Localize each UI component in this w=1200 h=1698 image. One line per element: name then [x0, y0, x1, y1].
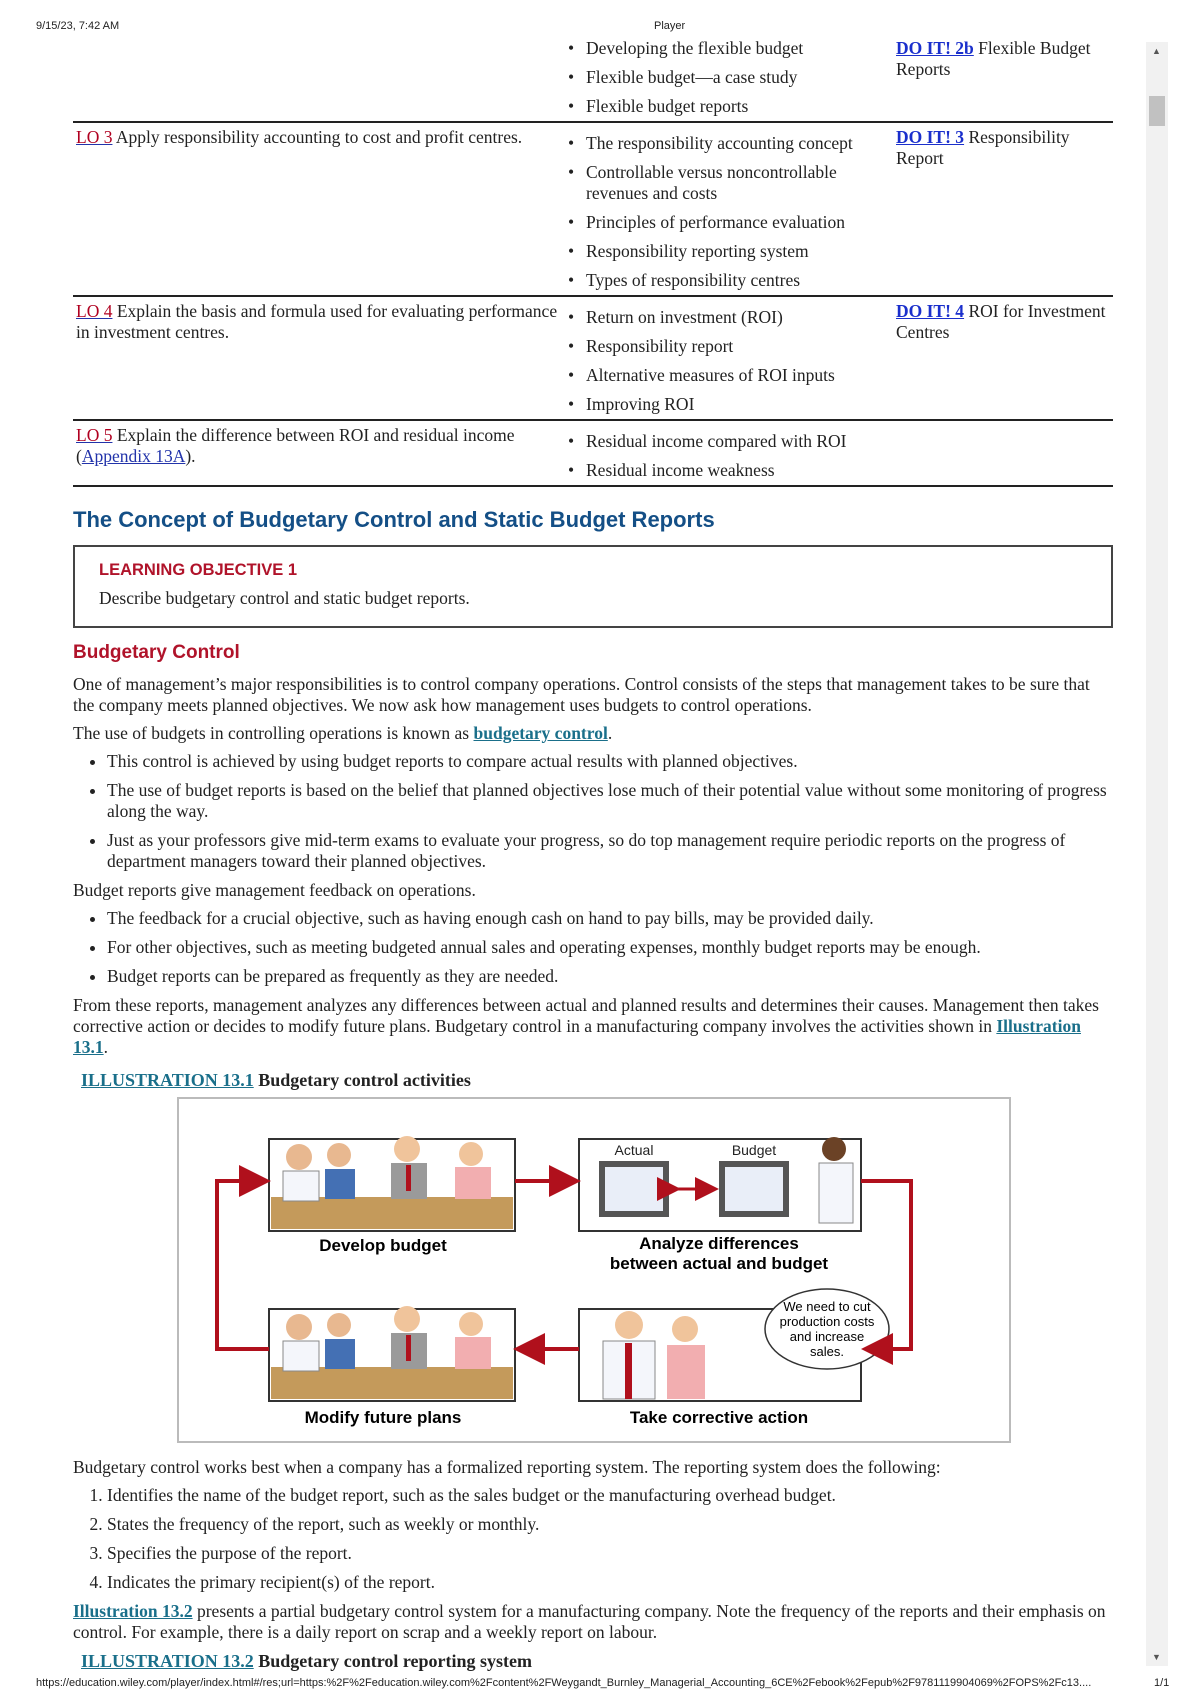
learning-objective-label: LEARNING OBJECTIVE 1 [99, 561, 298, 579]
lo-4-link[interactable]: LO 4 [76, 301, 113, 321]
topic-item: • Types of responsibility centres [566, 270, 890, 291]
illustration-title-text: Budgetary control reporting system [253, 1651, 533, 1671]
learning-objective-box [73, 545, 1113, 628]
table-row [73, 296, 1113, 420]
lo-5-link[interactable]: LO 5 [76, 425, 113, 445]
bullet-list [107, 908, 1113, 987]
topic-item: • The responsibility accounting concept [566, 133, 890, 154]
lo-3-link[interactable]: LO 3 [76, 127, 113, 147]
lo-text: Explain the difference between ROI and residual income ( [76, 425, 515, 466]
subheading: Budgetary Control [73, 642, 240, 663]
topic-item: • Flexible budget—a case study [566, 67, 890, 88]
list-item: 2. States the frequency of the report, such as weekly or monthly. [107, 1514, 1113, 1535]
vertical-scrollbar[interactable] [1146, 42, 1168, 1666]
paragraph [73, 1601, 1113, 1643]
illustration-13-1-caption-link[interactable]: ILLUSTRATION 13.1 [81, 1070, 254, 1090]
paragraph-text: The use of budgets in controlling operations is known as [73, 723, 474, 743]
topic-item: • Developing the flexible budget [566, 38, 890, 59]
lo-cell [73, 122, 563, 296]
print-title: Player [654, 20, 686, 32]
paragraph: One of management’s major responsibilities is to control company operations. Control consists of the steps that management takes to be sure that the company meets planned objectives. We now ask how management uses budgets to control operations. [73, 674, 1090, 715]
do-it-text: ROI for Investment Centres [896, 301, 1106, 342]
topic-item: • Controllable versus noncontrollable revenues and costs [566, 162, 890, 204]
do-it-cell [893, 122, 1113, 296]
do-it-text: Responsibility Report [896, 127, 1070, 168]
topic-item: • Principles of performance evaluation [566, 212, 890, 233]
speech-text: production costs [779, 1314, 875, 1329]
topic-item: • Residual income compared with ROI [566, 431, 890, 452]
budgetary-control-diagram [179, 1099, 1009, 1441]
speech-text: sales. [810, 1344, 844, 1359]
list-item: • For other objectives, such as meeting budgeted annual sales and operating expenses, monthly budget reports may be enough. [107, 937, 1113, 958]
paragraph: Budget reports give management feedback on operations. [73, 880, 476, 900]
topic-item: • Flexible budget reports [566, 96, 890, 117]
paragraph-text: From these reports, management analyzes any differences between actual and planned results and determines their causes. Management then takes corrective action or decides to modify future plans. Budgetary control in a manufacturing company involves the activities shown in [73, 995, 1099, 1036]
speech-text: We need to cut [783, 1299, 871, 1314]
topics-cell [563, 296, 893, 420]
illustration-title-text: Budgetary control activities [253, 1070, 471, 1090]
step-label-develop: Develop budget [319, 1236, 447, 1255]
paragraph-text: presents a partial budgetary control system for a manufacturing company. Note the frequency of the reports and their emphasis on control. For example, there is a daily report on scrap and a weekly report on labour. [73, 1601, 1106, 1642]
learning-objective-text: Describe budgetary control and static budget reports. [99, 588, 470, 608]
list-item: 1. Identifies the name of the budget report, such as the sales budget or the manufacturing overhead budget. [107, 1485, 1113, 1506]
numbered-list [107, 1485, 1113, 1593]
appendix-13a-link[interactable]: Appendix 13A [81, 446, 186, 466]
list-item: 3. Specifies the purpose of the report. [107, 1543, 1113, 1564]
main-content [73, 34, 1113, 1674]
lo-cell [73, 34, 563, 122]
scroll-up-icon[interactable]: ▲ [1152, 46, 1161, 56]
table-row [73, 420, 1113, 486]
do-it-3-link[interactable]: DO IT! 3 [896, 127, 965, 147]
do-it-4-link[interactable]: DO IT! 4 [896, 301, 965, 321]
illustration-13-1-link[interactable]: Illustration 13.1 [73, 1016, 1081, 1057]
paragraph [73, 995, 1113, 1058]
list-item: • The use of budget reports is based on the belief that planned objectives lose much of their potential value without some monitoring of progress along the way. [107, 780, 1113, 822]
topic-item: • Alternative measures of ROI inputs [566, 365, 890, 386]
topic-item: • Return on investment (ROI) [566, 307, 890, 328]
print-page-number: 1/1 [1154, 1677, 1170, 1689]
table-row [73, 34, 1113, 122]
table-row [73, 122, 1113, 296]
budgetary-control-figure [177, 1097, 1011, 1443]
illustration-13-2-link[interactable]: Illustration 13.2 [73, 1601, 193, 1621]
step-label-analyze: Analyze differences [639, 1234, 799, 1253]
bullet-list [107, 751, 1113, 872]
illustration-title [81, 1070, 1113, 1091]
print-url: https://education.wiley.com/player/index.html#/res;url=https:%2F%2Feducation.wiley.com%2Fcontent%2FWeygandt_Burnley_Managerial_Accounting_6CE%2Febook%2Fepub%2F9781119904069%2FOPS%2Fc13.... [36, 1677, 1092, 1689]
develop-budget-panel [269, 1136, 515, 1231]
speech-text: and increase [789, 1329, 865, 1344]
learning-objectives-table [73, 34, 1113, 487]
paragraph-text: . [607, 723, 613, 743]
list-item: • The feedback for a crucial objective, such as having enough cash on hand to pay bills, may be provided daily. [107, 908, 1113, 929]
step-label-analyze-line2: between actual and budget [609, 1254, 829, 1273]
step-label-corrective: Take corrective action [629, 1408, 809, 1427]
paragraph-text: . [103, 1037, 108, 1057]
list-item: • Budget reports can be prepared as frequently as they are needed. [107, 966, 1113, 987]
illustration-2-title [81, 1651, 532, 1672]
topic-item: • Responsibility report [566, 336, 890, 357]
topics-cell [563, 34, 893, 122]
lo-text: Apply responsibility accounting to cost and profit centres. [112, 127, 523, 147]
do-it-text: Flexible Budget Reports [896, 38, 1091, 79]
do-it-2b-link[interactable]: DO IT! 2b [896, 38, 974, 58]
scrollbar-thumb[interactable] [1149, 96, 1165, 126]
list-item: • This control is achieved by using budget reports to compare actual results with planned objectives. [107, 751, 1113, 772]
scroll-down-icon[interactable]: ▼ [1152, 1652, 1161, 1662]
illustration-13-2-caption-link[interactable]: ILLUSTRATION 13.2 [81, 1651, 254, 1671]
topic-item: • Improving ROI [566, 394, 890, 415]
step-label-modify: Modify future plans [304, 1408, 462, 1427]
do-it-cell [893, 296, 1113, 420]
modify-plans-panel [269, 1306, 515, 1401]
actual-screen-label: Actual [614, 1142, 654, 1158]
lo-cell [73, 296, 563, 420]
budget-screen-label: Budget [731, 1142, 777, 1158]
topic-item: • Residual income weakness [566, 460, 890, 481]
topics-cell [563, 420, 893, 486]
paragraph: Budgetary control works best when a company has a formalized reporting system. The reporting system does the following: [73, 1457, 941, 1477]
paragraph [73, 723, 1113, 744]
analyze-differences-panel [579, 1137, 861, 1231]
lo-text: ). [185, 446, 196, 466]
list-item: 4. Indicates the primary recipient(s) of the report. [107, 1572, 1113, 1593]
corrective-action-panel [579, 1289, 889, 1401]
print-datetime: 9/15/23, 7:42 AM [36, 20, 120, 32]
topic-item: • Responsibility reporting system [566, 241, 890, 262]
do-it-cell [893, 34, 1113, 122]
list-item: • Just as your professors give mid-term exams to evaluate your progress, so do top management require periodic reports on the progress of department managers toward their planned objectives. [107, 830, 1113, 872]
lo-text: Explain the basis and formula used for evaluating performance in investment centres. [76, 301, 558, 342]
do-it-cell [893, 420, 1113, 486]
lo-cell [73, 420, 563, 486]
budgetary-control-link[interactable]: budgetary control [473, 723, 608, 743]
section-title: The Concept of Budgetary Control and Static Budget Reports [73, 507, 715, 532]
topics-cell [563, 122, 893, 296]
